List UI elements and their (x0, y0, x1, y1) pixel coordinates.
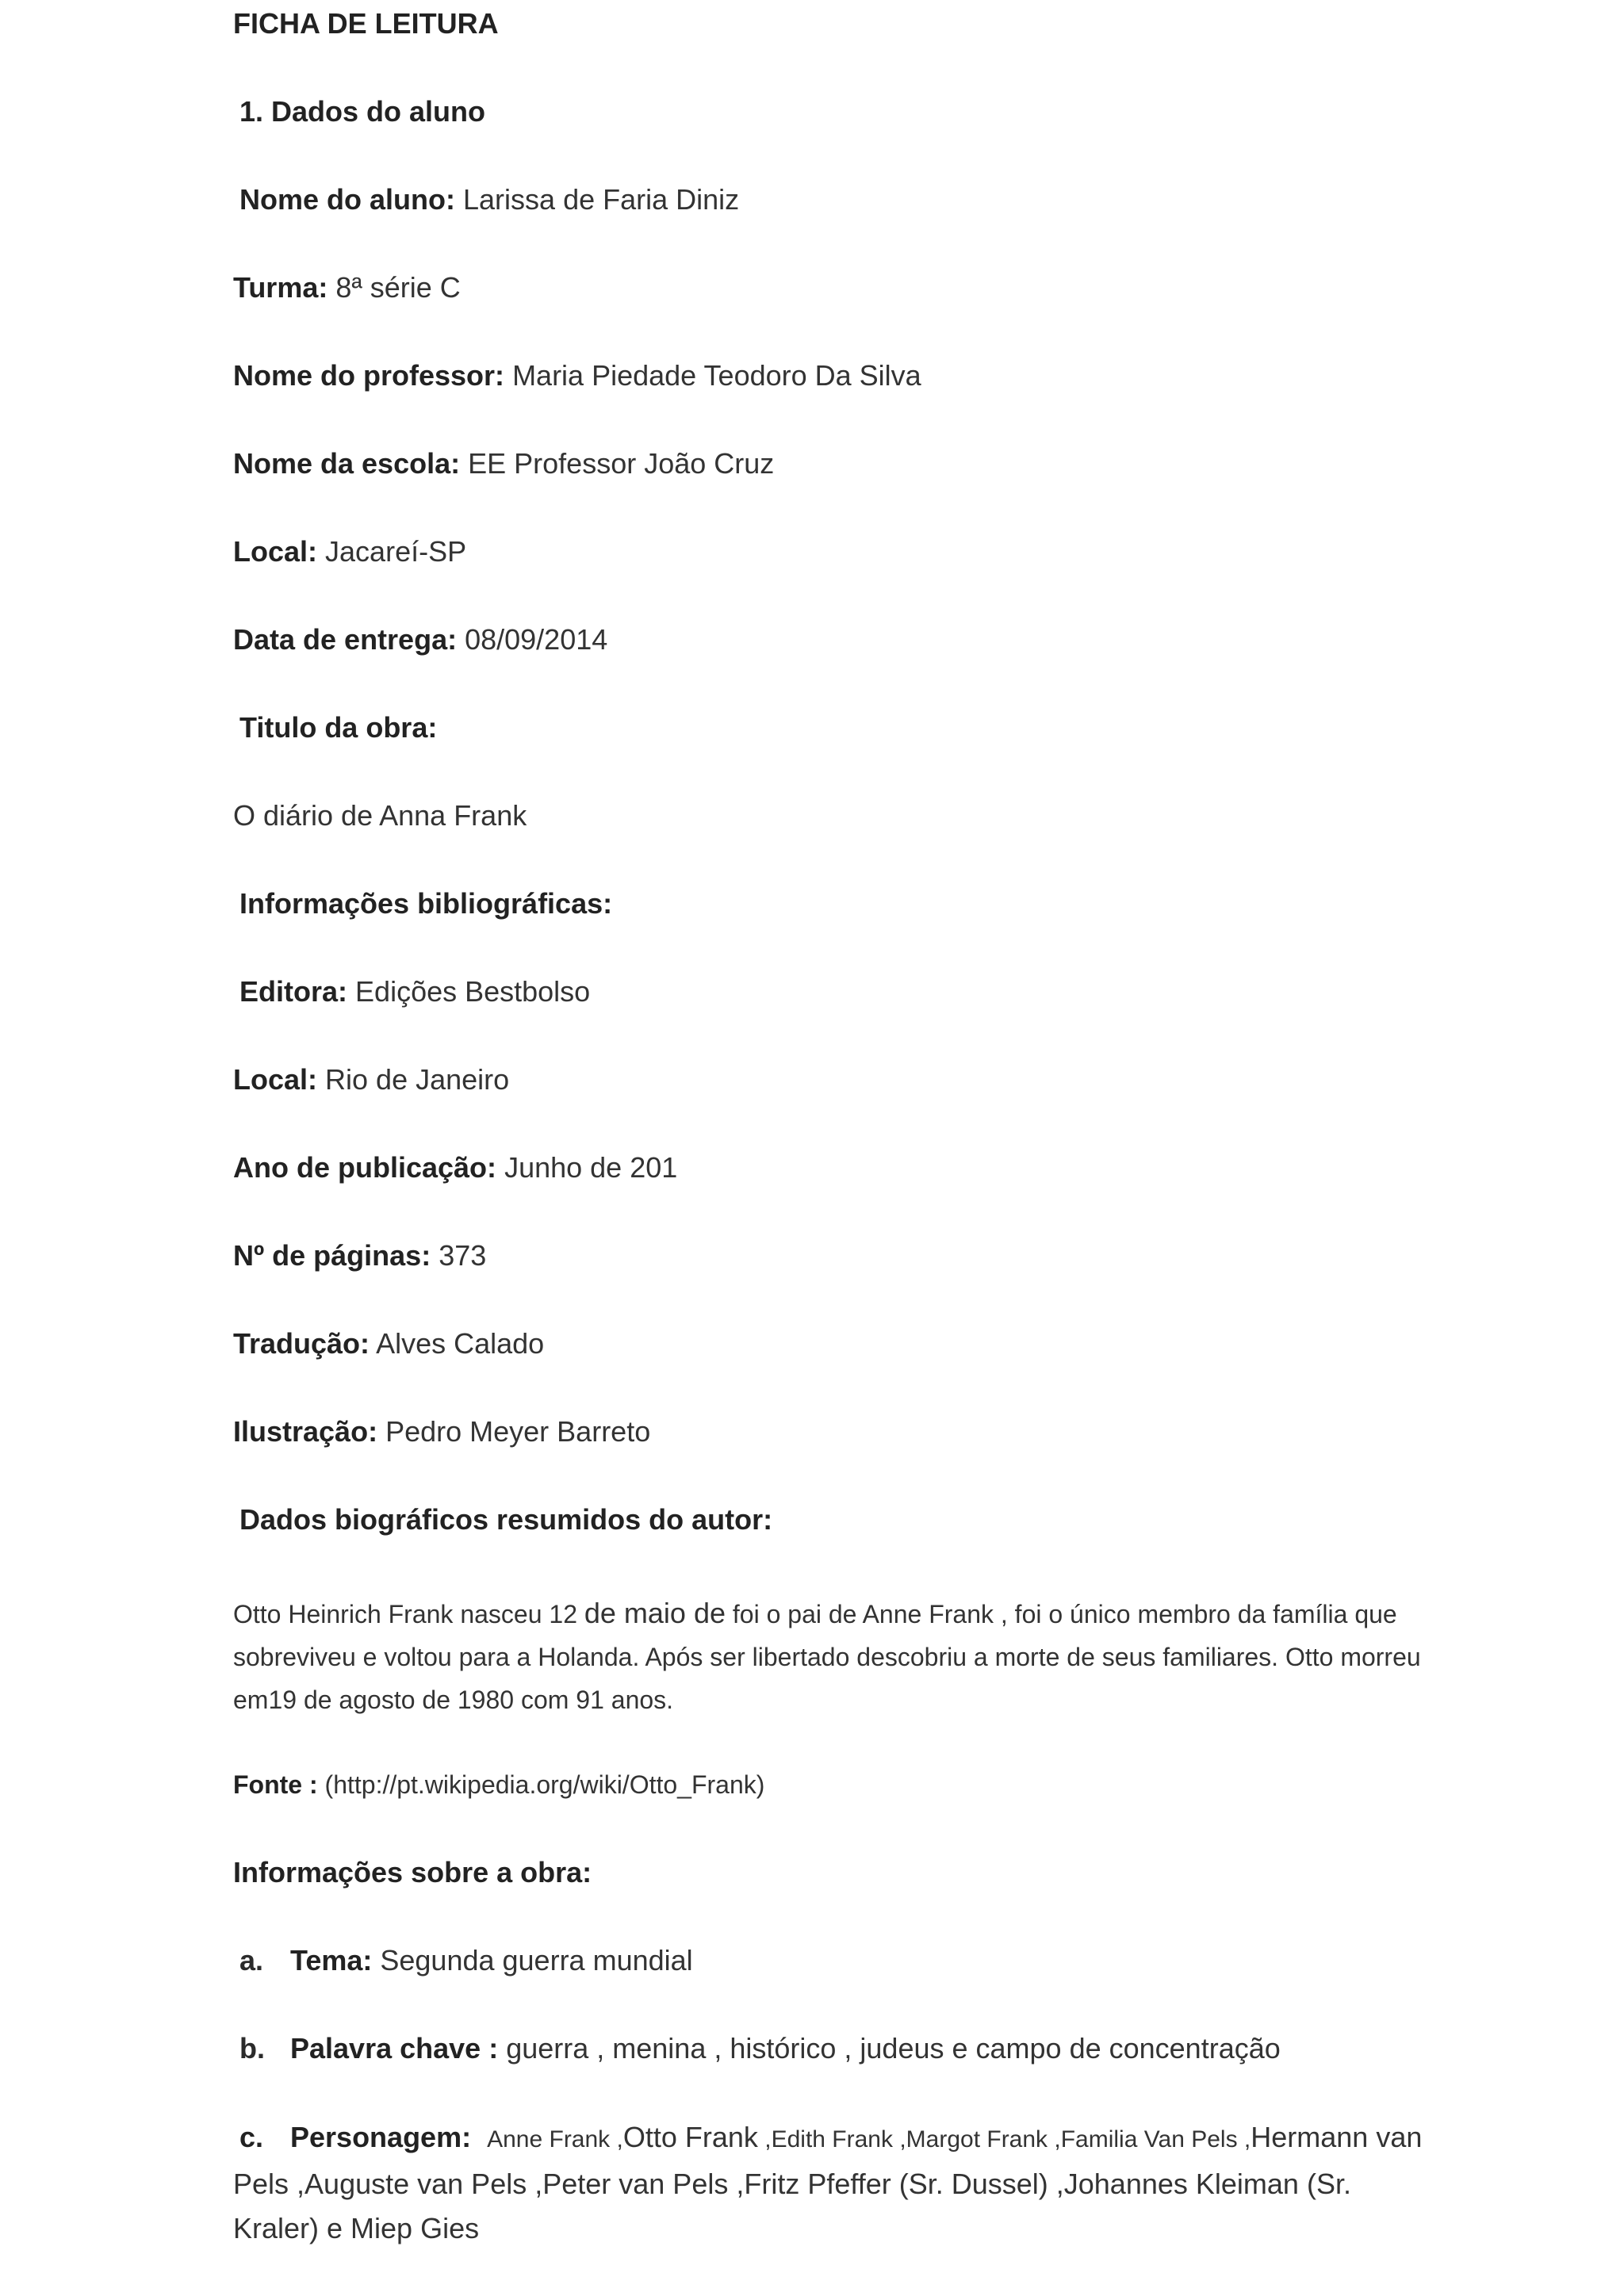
source-label: Fonte : (233, 1770, 318, 1799)
list-marker: a. (239, 1944, 264, 1976)
field-value: 08/09/2014 (465, 623, 608, 656)
field-value: 8ª série C (335, 271, 461, 304)
field-label: Editora: (239, 975, 348, 1008)
list-item-characters (233, 2115, 1423, 2251)
field-label: Nome do professor: (233, 359, 505, 392)
field-value: Rio de Janeiro (325, 1063, 510, 1096)
field-illustration (233, 1414, 650, 1449)
field-class (233, 270, 461, 305)
field-value: Alves Calado (376, 1327, 545, 1360)
field-label: Ano de publicação: (233, 1151, 497, 1184)
bio-text: foi o pai de Anne Frank , foi o único membro da família que sobreviveu e voltou para a Holanda. Após ser libertado descobriu a morte de seus familiares. Otto morreu em19 de agosto de 1980 com 91 anos. (233, 1600, 1421, 1714)
author-biography (233, 1592, 1423, 1721)
field-school (233, 446, 774, 481)
field-value: Junho de 201 (504, 1151, 678, 1184)
field-label: Nome da escola: (233, 447, 461, 480)
source-link: (http://pt.wikipedia.org/wiki/Otto_Frank) (324, 1770, 765, 1799)
field-label: Local: (233, 1063, 318, 1096)
field-page-count (233, 1238, 486, 1273)
field-value: Segunda guerra mundial (380, 1944, 693, 1976)
bio-text: Otto Heinrich Frank nasceu 12 (233, 1600, 584, 1628)
field-teacher (233, 358, 921, 393)
field-value: guerra , menina , histórico , judeus e campo de concentração (506, 2032, 1281, 2064)
characters-text: Anne Frank , (487, 2126, 623, 2152)
section-heading-work-info: Informações sobre a obra: (233, 1856, 592, 1888)
characters-text: ,Edith Frank ,Margot Frank ,Familia Van Pels , (757, 2126, 1251, 2152)
field-value: Pedro Meyer Barreto (385, 1415, 651, 1448)
field-value: Jacareí-SP (325, 535, 467, 568)
field-label: Local: (233, 535, 318, 568)
field-label: Data de entrega: (233, 623, 458, 656)
list-marker: b. (239, 2032, 265, 2064)
page-title: FICHA DE LEITURA (233, 7, 499, 40)
source-line (233, 1767, 764, 1802)
bio-text-emphasis: de maio de (584, 1597, 726, 1629)
field-label: Ilustração: (233, 1415, 378, 1448)
work-title-label: Titulo da obra: (239, 711, 438, 744)
list-item-keywords (239, 2031, 1281, 2066)
field-value: EE Professor João Cruz (468, 447, 775, 480)
field-label: Tradução: (233, 1327, 370, 1360)
field-value: 373 (439, 1239, 487, 1272)
field-label: Palavra chave : (290, 2032, 499, 2064)
field-publication-place (233, 1062, 509, 1097)
section-heading-student-data: 1. Dados do aluno (239, 95, 486, 128)
field-label: Personagem: (290, 2121, 472, 2153)
characters-text: Hermann van Pels ,Auguste van Pels ,Peter van Pels ,Fritz Pfeffer (Sr. Dussel) ,Johannes Kleiman (Sr. Kraler) e Miep Gies (233, 2121, 1423, 2244)
list-marker: c. (239, 2121, 264, 2153)
section-heading-author: Dados biográficos resumidos do autor: (239, 1503, 773, 1536)
field-label: Nº de páginas: (233, 1239, 431, 1272)
section-heading-bibliographic: Informações bibliográficas: (239, 887, 613, 920)
field-label: Turma: (233, 271, 328, 304)
list-item-theme (239, 1943, 693, 1978)
field-delivery-date (233, 622, 607, 657)
field-value: Edições Bestbolso (355, 975, 591, 1008)
field-translation (233, 1326, 544, 1361)
field-place (233, 534, 466, 569)
field-publication-year (233, 1150, 677, 1185)
field-value: Maria Piedade Teodoro Da Silva (512, 359, 921, 392)
work-title-value: O diário de Anna Frank (233, 799, 527, 832)
field-value: Larissa de Faria Diniz (463, 183, 740, 216)
field-publisher (239, 974, 590, 1009)
characters-text: Otto Frank (622, 2121, 758, 2153)
field-label: Tema: (290, 1944, 373, 1976)
field-student-name (239, 182, 739, 217)
field-label: Nome do aluno: (239, 183, 455, 216)
